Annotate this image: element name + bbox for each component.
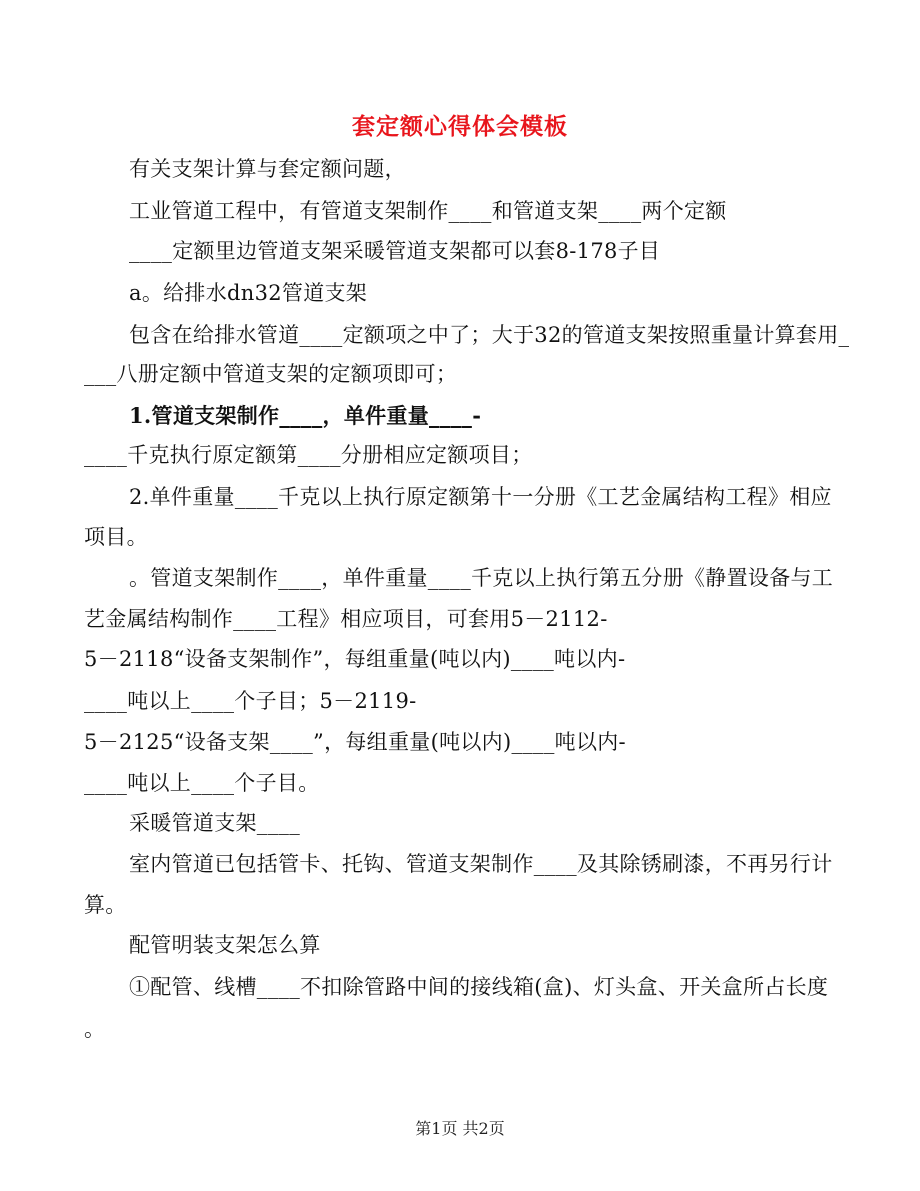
paragraph-line: 5－2118“设备支架制作”，每组重量(吨以内)____吨以内- <box>84 647 626 671</box>
paragraph-line: 项目。 <box>84 525 148 549</box>
paragraph-line: 工业管道工程中，有管道支架制作____和管道支架____两个定额 <box>129 199 727 223</box>
paragraph-line: 有关支架计算与套定额问题， <box>129 157 406 181</box>
paragraph-line: 采暖管道支架____ <box>129 811 300 835</box>
paragraph-line: ___八册定额中管道支架的定额项即可； <box>84 362 458 386</box>
paragraph-line: ____吨以上____个子目；5－2119- <box>84 689 417 713</box>
paragraph-line: 。管道支架制作____，单件重量____千克以上执行第五分册《静置设备与工 <box>129 566 834 590</box>
paragraph-line: 包含在给排水管道____定额项之中了；大于32的管道支架按照重量计算套用_ <box>129 323 850 347</box>
page-number: 第1页 共2页 <box>415 1119 505 1138</box>
paragraph-line: ____定额里边管道支架采暖管道支架都可以套8-178子目 <box>129 239 661 263</box>
paragraph-line: a。给排水dn32管道支架 <box>129 281 368 305</box>
paragraph-line: ____千克执行原定额第____分册相应定额项目； <box>84 443 533 467</box>
paragraph-line: ①配管、线槽____不扣除管路中间的接线箱(盒)、灯头盒、开关盒所占长度 <box>129 975 829 999</box>
paragraph-line: 室内管道已包括管卡、托钩、管道支架制作____及其除锈刷漆，不再另行计 <box>129 852 833 876</box>
paragraph-line: 配管明装支架怎么算 <box>129 933 321 957</box>
paragraph-line: 2.单件重量____千克以上执行原定额第十一分册《工艺金属结构工程》相应 <box>129 485 832 509</box>
paragraph-line: 5－2125“设备支架____”，每组重量(吨以内)____吨以内- <box>84 730 626 754</box>
paragraph-line: 算。 <box>84 893 127 917</box>
paragraph-line: 。 <box>84 1017 106 1041</box>
document-title: 套定额心得体会模板 <box>352 113 568 140</box>
paragraph-line: 艺金属结构制作____工程》相应项目，可套用5－2112- <box>84 607 608 631</box>
paragraph-line: ____吨以上____个子目。 <box>84 771 320 795</box>
paragraph-line: 1.管道支架制作____，单件重量____- <box>129 403 482 428</box>
